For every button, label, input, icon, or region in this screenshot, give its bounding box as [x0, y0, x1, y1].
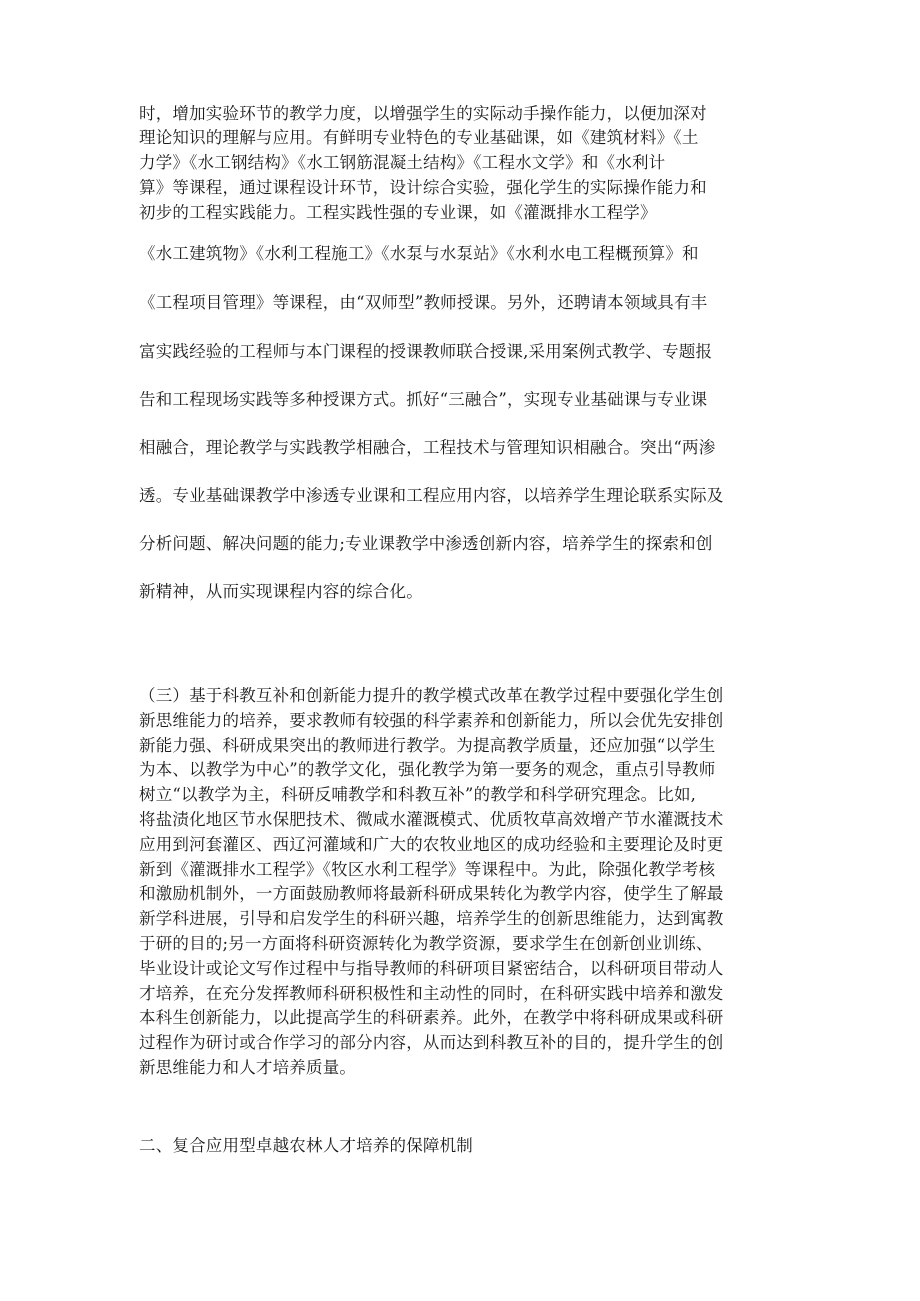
paragraph-3-line-9: 和激励机制外，一方面鼓励教师将最新科研成果转化为教学内容，使学生了解最	[139, 884, 724, 903]
paragraph-2-line-7: 分析问题、解决问题的能力;专业课教学中渗透创新内容，培养学生的探索和创	[139, 534, 713, 553]
paragraph-3-line-8: 新到《灌溉排水工程学》《牧区水利工程学》等课程中。为此，除强化教学考核	[139, 860, 716, 879]
paragraph-3-line-14: 本科生创新能力，以此提高学生的科研素养。此外，在教学中将科研成果或科研	[139, 1008, 724, 1027]
paragraph-2-line-1: 《水工建筑物》《水利工程施工》《水泵与水泵站》《水利水电工程概预算》和	[139, 244, 699, 263]
paragraph-2-line-3: 富实践经验的工程师与本门课程的授课教师联合授课,采用案例式教学、专题报	[139, 342, 713, 361]
section-heading: 二、复合应用型卓越农林人才培养的保障机制	[139, 1136, 473, 1155]
paragraph-2-line-8: 新精神，从而实现课程内容的综合化。	[139, 582, 423, 601]
paragraph-1-line-1: 时，增加实验环节的教学力度，以增强学生的实际动手操作能力，以便加深对	[139, 104, 707, 123]
paragraph-3-line-16: 新思维能力和人才培养质量。	[139, 1058, 357, 1077]
paragraph-3-line-4: 为本、以教学为中心”的教学文化，强化教学为第一要务的观念，重点引导教师	[139, 760, 716, 779]
paragraph-2-line-4: 告和工程现场实践等多种授课方式。抓好“三融合”，实现专业基础课与专业课	[139, 390, 708, 409]
paragraph-1-line-5: 初步的工程实践能力。工程实践性强的专业课，如《灌溉排水工程学》	[139, 203, 657, 222]
paragraph-3-line-7: 应用到河套灌区、西辽河灌域和广大的农牧业地区的成功经验和主要理论及时更	[139, 835, 724, 854]
paragraph-3-line-10: 新学科进展，引导和启发学生的科研兴趣，培养学生的创新思维能力，达到寓教	[139, 909, 724, 928]
paragraph-3-line-11: 于研的目的;另一方面将科研资源转化为教学资源，要求学生在创新创业训练、	[139, 934, 713, 953]
paragraph-1-line-4: 算》等课程，通过课程设计环节，设计综合实验，强化学生的实际操作能力和	[139, 178, 707, 197]
paragraph-3-line-1: （三）基于科教互补和创新能力提升的教学模式改革在教学过程中要强化学生创	[139, 686, 724, 705]
paragraph-1-line-2: 理论知识的理解与应用。有鲜明专业特色的专业基础课，如《建筑材料》《土	[139, 128, 699, 147]
paragraph-2-line-5: 相融合，理论教学与实践教学相融合，工程技术与管理知识相融合。突出“两渗	[139, 438, 716, 457]
paragraph-3-line-6: 将盐渍化地区节水保肥技术、微咸水灌溉模式、优质牧草高效增产节水灌溉技术	[139, 810, 724, 829]
paragraph-2-line-6: 透。专业基础课教学中渗透专业课和工程应用内容，以培养学生理论联系实际及	[139, 486, 724, 505]
paragraph-1-line-3: 力学》《水工钢结构》《水工钢筋混凝土结构》《工程水文学》和《水利计	[139, 153, 666, 172]
paragraph-2-line-2: 《工程项目管理》等课程，由“双师型”教师授课。另外，还聘请本领域具有丰	[139, 293, 708, 312]
paragraph-3-line-5: 树立“以教学为主，科研反哺教学和科教互补”的教学和科学研究理念。比如,	[139, 785, 697, 804]
paragraph-3-line-13: 才培养，在充分发挥教师科研积极性和主动性的同时，在科研实践中培养和激发	[139, 984, 724, 1003]
paragraph-3-line-2: 新思维能力的培养，要求教师有较强的科学素养和创新能力，所以会优先安排创	[139, 711, 724, 730]
paragraph-3-line-15: 过程作为研讨或合作学习的部分内容，从而达到科教互补的目的，提升学生的创	[139, 1033, 724, 1052]
paragraph-3-line-3: 新能力强、科研成果突出的教师进行教学。为提高教学质量，还应加强“以学生	[139, 736, 716, 755]
paragraph-3-line-12: 毕业设计或论文写作过程中与指导教师的科研项目紧密结合，以科研项目带动人	[139, 959, 724, 978]
